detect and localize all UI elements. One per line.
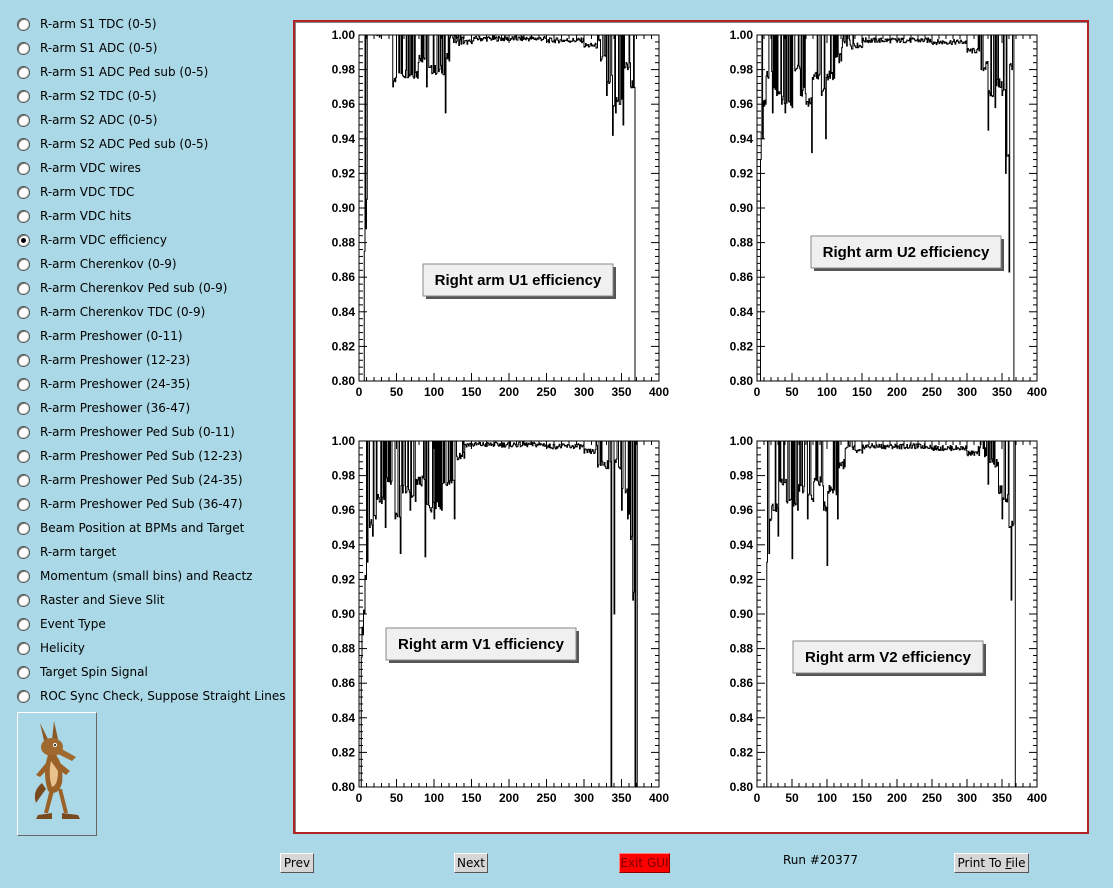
plot-option-16[interactable]	[14, 396, 289, 420]
print-label-hotkey: F	[1005, 856, 1012, 870]
radio-button[interactable]	[17, 450, 30, 463]
x-tick-label: 250	[536, 385, 557, 399]
radio-button[interactable]	[17, 666, 30, 679]
y-tick-label: 0.94	[729, 131, 753, 146]
radio-button[interactable]	[17, 498, 30, 511]
plot-option-20[interactable]	[14, 492, 289, 516]
plot-option-17[interactable]	[14, 420, 289, 444]
plot-option-10[interactable]	[14, 252, 289, 276]
prev-button[interactable]: Prev	[280, 853, 314, 873]
x-tick-label: 300	[573, 791, 595, 805]
radio-button[interactable]	[17, 234, 30, 247]
coyote-icon	[18, 713, 96, 835]
plot-option-3[interactable]	[14, 84, 289, 108]
y-tick-label: 0.98	[729, 468, 753, 483]
plot-option-11[interactable]	[14, 276, 289, 300]
plot-option-label: Raster and Sieve Slit	[40, 593, 165, 607]
y-tick-label: 1.00	[729, 434, 753, 448]
plot-option-0[interactable]	[14, 12, 289, 36]
plot-option-13[interactable]	[14, 324, 289, 348]
x-tick-label: 200	[886, 385, 908, 399]
radio-button[interactable]	[17, 522, 30, 535]
plot-option-26[interactable]	[14, 636, 289, 660]
plot-option-label: R-arm Preshower (24-35)	[40, 377, 191, 391]
y-tick-label: 0.84	[331, 710, 355, 725]
exit-gui-button[interactable]: Exit GUI	[619, 853, 670, 873]
x-tick-label: 300	[956, 385, 978, 399]
plot-option-label: R-arm S2 ADC Ped sub (0-5)	[40, 137, 209, 151]
radio-button[interactable]	[17, 186, 30, 199]
y-tick-label: 0.82	[729, 745, 753, 760]
y-tick-label: 0.86	[729, 676, 753, 691]
plot-option-label: R-arm S1 TDC (0-5)	[40, 17, 157, 31]
chart-title: Right arm U2 efficiency	[822, 244, 990, 261]
y-tick-label: 0.92	[729, 166, 753, 181]
y-tick-label: 0.92	[331, 572, 355, 587]
radio-button[interactable]	[17, 354, 30, 367]
plot-option-label: R-arm S1 ADC Ped sub (0-5)	[40, 65, 209, 79]
plot-option-22[interactable]	[14, 540, 289, 564]
plot-option-8[interactable]	[14, 204, 289, 228]
plot-option-label: R-arm VDC hits	[40, 209, 132, 223]
plot-option-label: Helicity	[40, 641, 85, 655]
x-tick-label: 200	[498, 791, 520, 805]
y-tick-label: 1.00	[331, 434, 355, 448]
x-tick-label: 0	[355, 791, 363, 805]
plot-option-label: R-arm Preshower (36-47)	[40, 401, 191, 415]
x-tick-label: 250	[536, 791, 557, 805]
y-tick-label: 0.80	[331, 780, 355, 794]
plot-option-label: R-arm target	[40, 545, 117, 559]
radio-button[interactable]	[17, 114, 30, 127]
x-tick-label: 50	[785, 385, 799, 399]
x-tick-label: 350	[991, 385, 1013, 399]
x-tick-label: 200	[498, 385, 520, 399]
y-tick-label: 0.84	[729, 710, 753, 725]
plot-option-5[interactable]	[14, 132, 289, 156]
plot-frame	[757, 441, 1037, 787]
chart-panel-2	[332, 434, 670, 805]
y-tick-label: 0.88	[729, 235, 753, 250]
radio-button[interactable]	[17, 378, 30, 391]
radio-button[interactable]	[17, 330, 30, 343]
y-tick-label: 0.80	[729, 780, 753, 794]
radio-button[interactable]	[17, 642, 30, 655]
y-tick-label: 0.80	[331, 374, 355, 388]
x-tick-label: 200	[886, 791, 908, 805]
plot-selector-list	[14, 12, 289, 708]
y-tick-label: 0.88	[729, 641, 753, 656]
x-tick-label: 400	[648, 791, 670, 805]
x-tick-label: 50	[785, 791, 799, 805]
plot-option-label: Momentum (small bins) and Reactz	[40, 569, 253, 583]
radio-button[interactable]	[17, 138, 30, 151]
y-tick-label: 0.94	[331, 537, 355, 552]
x-tick-label: 50	[389, 791, 404, 805]
plot-option-19[interactable]	[14, 468, 289, 492]
y-tick-label: 0.88	[331, 641, 355, 656]
plot-option-label: R-arm Cherenkov TDC (0-9)	[40, 305, 206, 319]
plot-option-label: R-arm Cherenkov Ped sub (0-9)	[40, 281, 228, 295]
print-label-post: ile	[1011, 856, 1026, 870]
x-tick-label: 100	[816, 791, 838, 805]
x-tick-label: 350	[611, 385, 632, 399]
y-tick-label: 0.92	[331, 166, 355, 181]
print-label-pre: Print To	[957, 856, 1006, 870]
plot-option-9[interactable]	[14, 228, 289, 252]
plot-canvas	[293, 20, 1089, 834]
y-tick-label: 0.96	[729, 503, 753, 518]
x-tick-label: 0	[355, 385, 363, 399]
radio-button[interactable]	[17, 306, 30, 319]
chart-panel-1	[730, 28, 1048, 399]
chart-panel-0	[332, 28, 670, 399]
y-tick-label: 0.96	[331, 97, 355, 112]
plot-option-label: R-arm S1 ADC (0-5)	[40, 41, 158, 55]
x-tick-label: 400	[648, 385, 670, 399]
plot-option-4[interactable]	[14, 108, 289, 132]
radio-button[interactable]	[17, 162, 30, 175]
plot-option-2[interactable]	[14, 60, 289, 84]
plot-option-label: ROC Sync Check, Suppose Straight Lines	[40, 689, 286, 703]
chart-panel-3	[730, 434, 1048, 805]
radio-button[interactable]	[17, 66, 30, 79]
x-tick-label: 100	[423, 385, 445, 399]
radio-button[interactable]	[17, 690, 30, 703]
x-tick-label: 350	[611, 791, 632, 805]
y-tick-label: 0.88	[331, 235, 355, 250]
plot-option-label: R-arm S2 ADC (0-5)	[40, 113, 158, 127]
y-tick-label: 0.80	[729, 374, 753, 388]
plot-option-label: R-arm Preshower Ped Sub (24-35)	[40, 473, 243, 487]
y-tick-label: 0.86	[729, 270, 753, 285]
plot-option-label: Event Type	[40, 617, 106, 631]
radio-button[interactable]	[17, 258, 30, 271]
plot-option-24[interactable]	[14, 588, 289, 612]
plot-option-18[interactable]	[14, 444, 289, 468]
plot-option-label: R-arm VDC efficiency	[40, 233, 168, 247]
radio-button[interactable]	[17, 474, 30, 487]
plot-option-label: Beam Position at BPMs and Target	[40, 521, 245, 535]
y-tick-label: 0.90	[331, 201, 355, 215]
plot-option-label: R-arm Preshower (0-11)	[40, 329, 183, 343]
y-tick-label: 0.86	[331, 676, 355, 691]
plot-option-label: R-arm Preshower Ped Sub (12-23)	[40, 449, 243, 463]
x-tick-label: 150	[461, 385, 482, 399]
y-tick-label: 0.84	[729, 304, 753, 319]
y-tick-label: 0.98	[331, 468, 355, 483]
y-tick-label: 1.00	[729, 28, 753, 42]
x-tick-label: 100	[816, 385, 838, 399]
y-tick-label: 0.90	[729, 607, 753, 621]
plot-option-label: R-arm VDC TDC	[40, 185, 135, 199]
y-tick-label: 0.90	[331, 607, 355, 621]
plot-option-1[interactable]	[14, 36, 289, 60]
plot-option-label: R-arm Preshower Ped Sub (0-11)	[40, 425, 235, 439]
next-button[interactable]: Next	[454, 853, 488, 873]
radio-button[interactable]	[17, 282, 30, 295]
plot-option-23[interactable]	[14, 564, 289, 588]
print-to-file-button[interactable]	[954, 853, 1029, 873]
x-tick-label: 0	[753, 385, 761, 399]
y-tick-label: 0.96	[729, 97, 753, 112]
radio-button[interactable]	[17, 618, 30, 631]
y-tick-label: 0.94	[331, 131, 355, 146]
y-tick-label: 0.94	[729, 537, 753, 552]
chart-title: Right arm U1 efficiency	[434, 272, 602, 289]
x-tick-label: 400	[1026, 791, 1048, 805]
y-tick-label: 0.82	[729, 339, 753, 354]
radio-button[interactable]	[17, 18, 30, 31]
y-tick-label: 0.92	[729, 572, 753, 587]
x-tick-label: 150	[461, 791, 482, 805]
plot-option-label: R-arm VDC wires	[40, 161, 141, 175]
efficiency-plots	[295, 22, 1087, 832]
x-tick-label: 150	[851, 385, 873, 399]
radio-button[interactable]	[17, 594, 30, 607]
x-tick-label: 400	[1026, 385, 1048, 399]
radio-button[interactable]	[17, 402, 30, 415]
plot-option-label: R-arm S2 TDC (0-5)	[40, 89, 157, 103]
plot-option-label: R-arm Cherenkov (0-9)	[40, 257, 177, 271]
x-tick-label: 250	[921, 385, 943, 399]
plot-option-21[interactable]	[14, 516, 289, 540]
logo-image	[17, 712, 97, 836]
chart-title: Right arm V1 efficiency	[398, 636, 564, 653]
y-tick-label: 0.84	[331, 304, 355, 319]
radio-button[interactable]	[17, 210, 30, 223]
chart-title: Right arm V2 efficiency	[805, 649, 971, 666]
radio-button[interactable]	[17, 570, 30, 583]
x-tick-label: 300	[573, 385, 595, 399]
plot-option-28[interactable]	[14, 684, 289, 708]
plot-option-27[interactable]	[14, 660, 289, 684]
x-tick-label: 0	[753, 791, 761, 805]
plot-frame	[359, 35, 659, 381]
radio-button[interactable]	[17, 90, 30, 103]
y-tick-label: 0.86	[331, 270, 355, 285]
radio-button[interactable]	[17, 546, 30, 559]
plot-option-12[interactable]	[14, 300, 289, 324]
x-tick-label: 100	[423, 791, 445, 805]
plot-option-label: R-arm Preshower (12-23)	[40, 353, 191, 367]
plot-option-25[interactable]	[14, 612, 289, 636]
y-tick-label: 0.98	[331, 62, 355, 77]
plot-option-label: R-arm Preshower Ped Sub (36-47)	[40, 497, 243, 511]
x-tick-label: 250	[921, 791, 943, 805]
plot-option-7[interactable]	[14, 180, 289, 204]
y-tick-label: 0.98	[729, 62, 753, 77]
x-tick-label: 350	[991, 791, 1013, 805]
x-tick-label: 150	[851, 791, 873, 805]
radio-button[interactable]	[17, 42, 30, 55]
radio-button[interactable]	[17, 426, 30, 439]
y-tick-label: 1.00	[331, 28, 355, 42]
x-tick-label: 50	[389, 385, 404, 399]
y-tick-label: 0.82	[331, 745, 355, 760]
y-tick-label: 0.82	[331, 339, 355, 354]
run-number-label: Run #20377	[783, 853, 859, 867]
plot-option-15[interactable]	[14, 372, 289, 396]
y-tick-label: 0.96	[331, 503, 355, 518]
x-tick-label: 300	[956, 791, 978, 805]
plot-option-label: Target Spin Signal	[40, 665, 148, 679]
plot-option-6[interactable]	[14, 156, 289, 180]
plot-option-14[interactable]	[14, 348, 289, 372]
y-tick-label: 0.90	[729, 201, 753, 215]
